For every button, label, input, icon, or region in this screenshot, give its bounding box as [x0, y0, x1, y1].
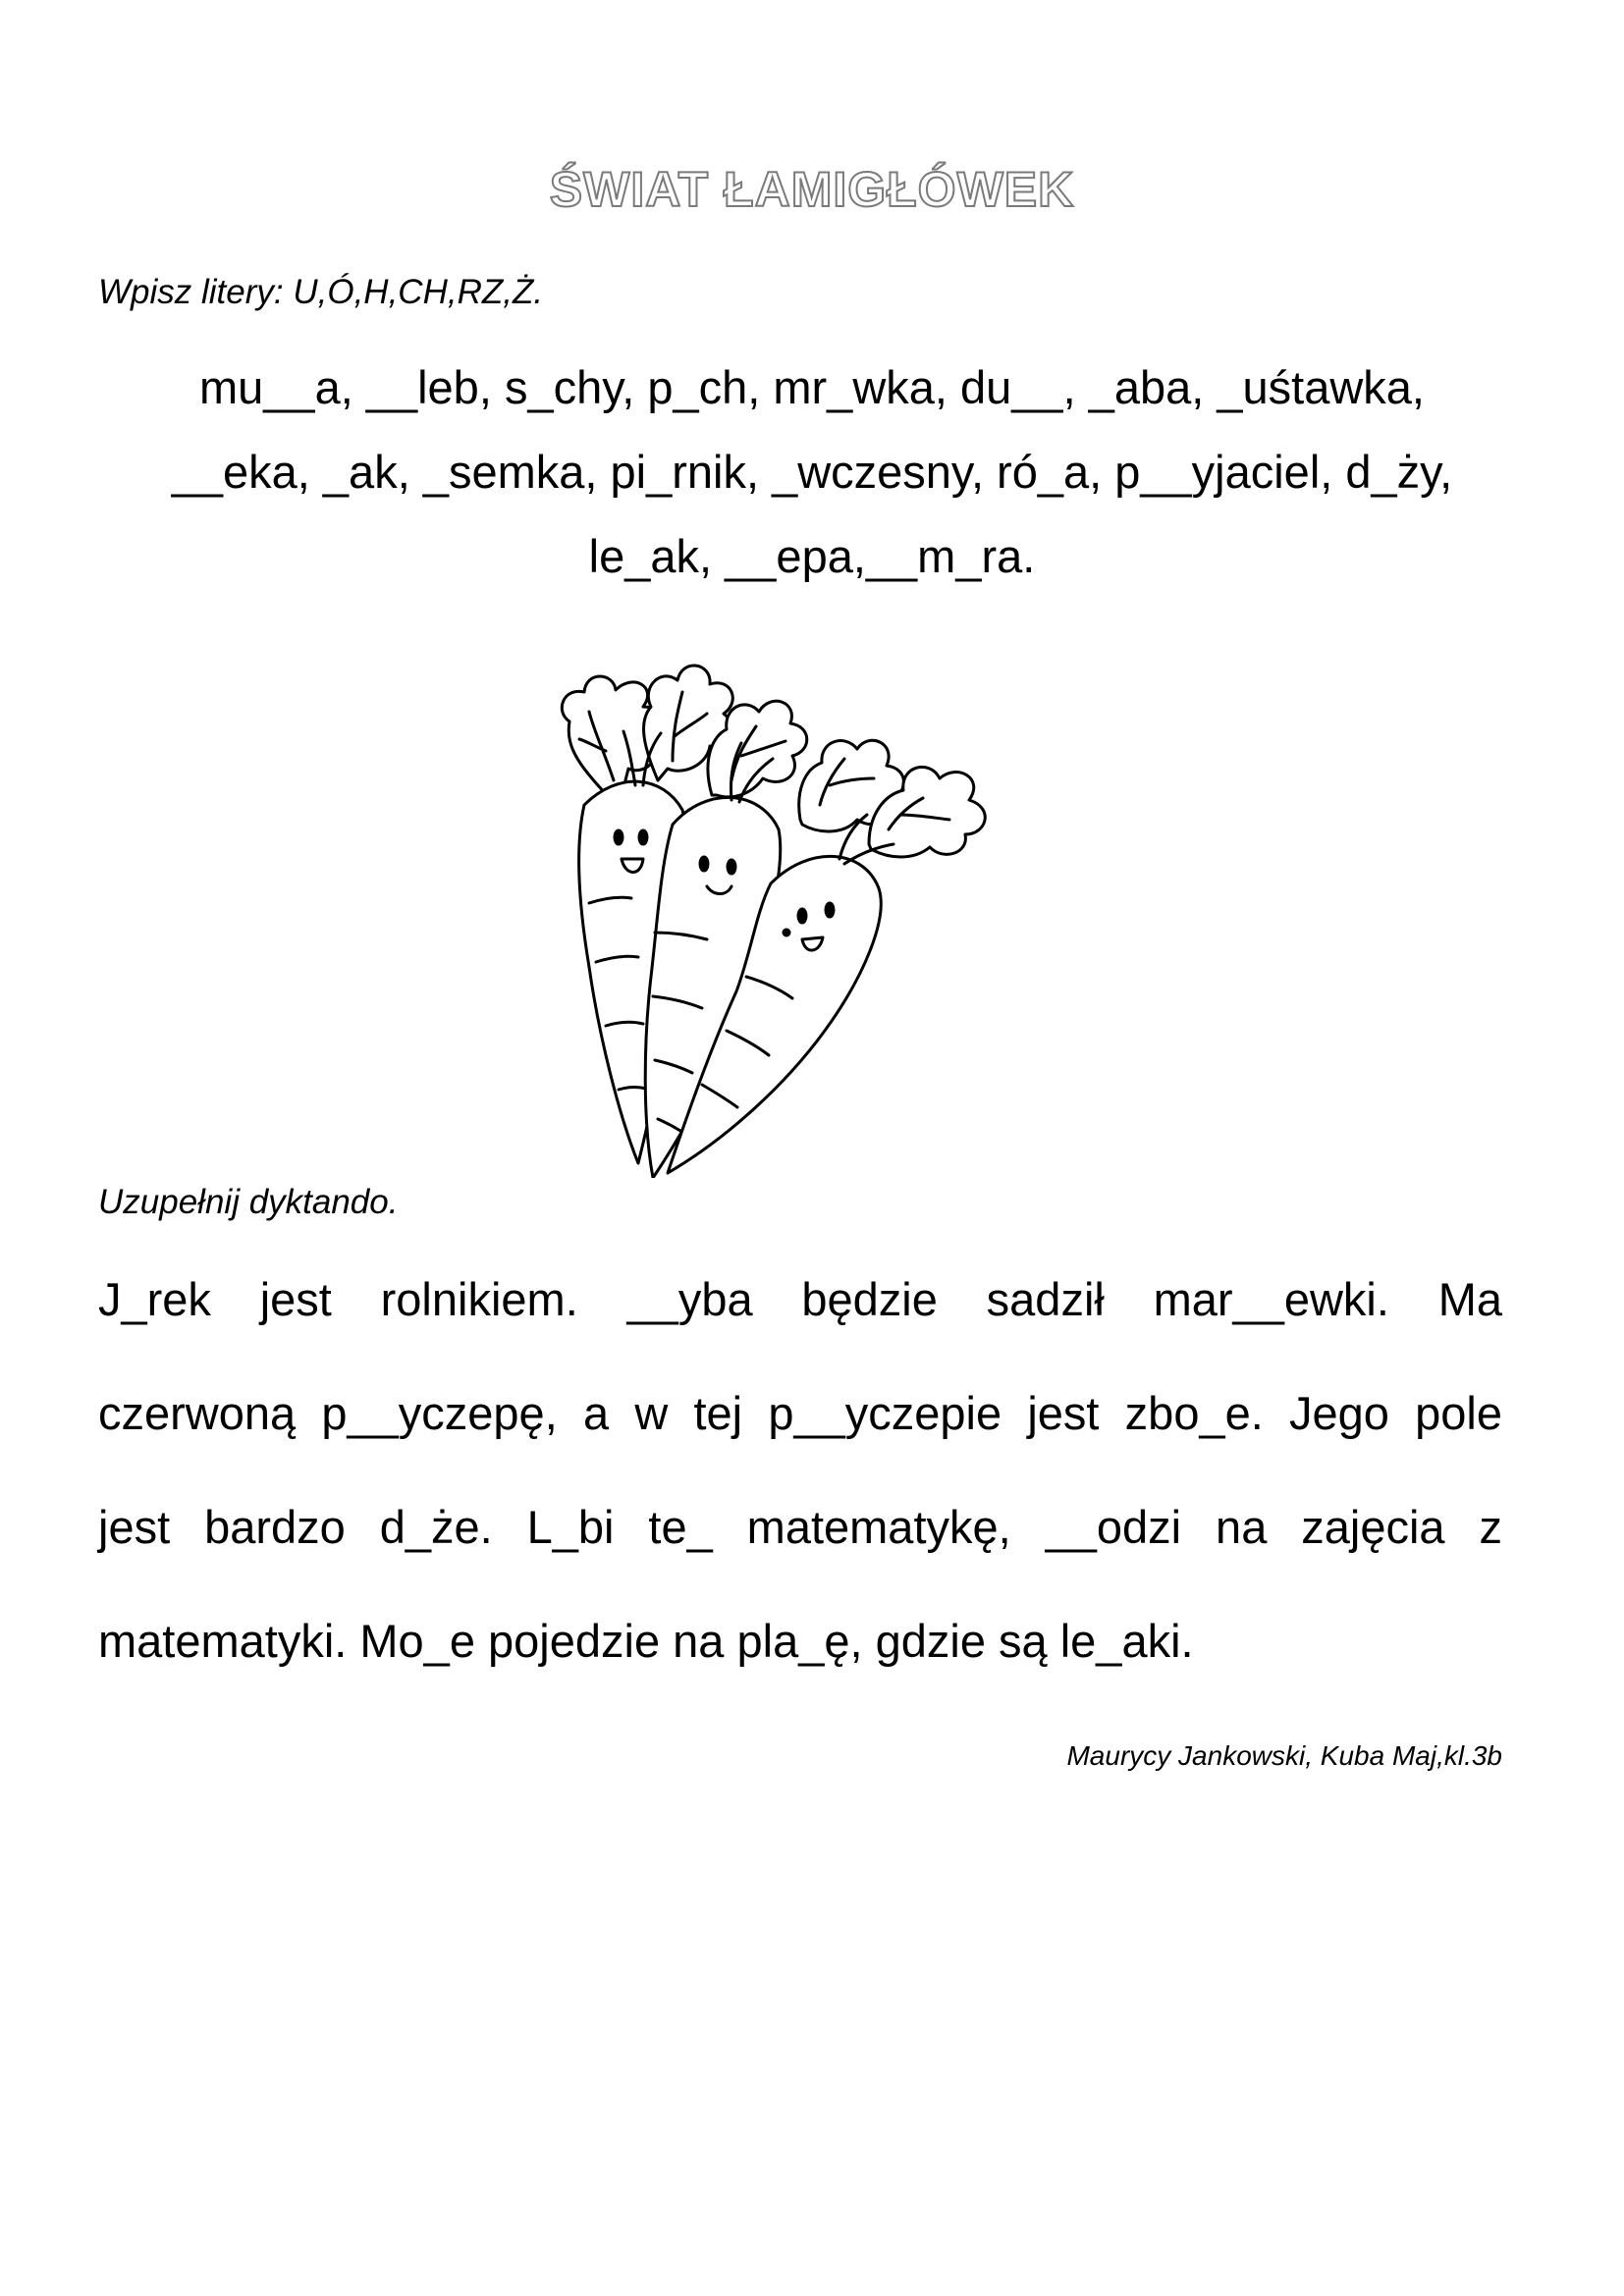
exercise2-instruction: Uzupełnij dyktando. — [98, 1183, 399, 1221]
dictation-line: jest bardzo d_że. L_bi te_ matematykę, __odzi na zajęcia z — [98, 1501, 1502, 1553]
word-line: mu__a, __leb, s_chy, p_ch, mr_wka, du__, _aba, _uśtawka, — [199, 361, 1425, 413]
exercise2-dictation — [98, 1243, 1502, 1698]
word-line: le_ak, __epa,__m_ra. — [588, 530, 1036, 582]
dictation-line: matematyki. Mo_e pojedzie na pla_ę, gdzie są le_aki. — [98, 1615, 1194, 1667]
page-title: ŚWIAT ŁAMIGŁÓWEK — [549, 162, 1075, 217]
dictation-line: czerwoną p__yczepę, a w tej p__yczepie jest zbo_e. Jego pole — [98, 1387, 1502, 1439]
exercise1-words — [79, 346, 1545, 599]
exercise1-instruction: Wpisz litery: U,Ó,H,CH,RZ,Ż. — [98, 273, 544, 311]
author-credit: Maurycy Jankowski, Kuba Maj,kl.3b — [1066, 1740, 1502, 1771]
carrots-illustration — [545, 653, 1036, 1178]
word-line: __eka, _ak, _semka, pi_rnik, _wczesny, ró_a, p__yjaciel, d_ży, — [171, 446, 1453, 498]
dictation-line: J_rek jest rolnikiem. __yba będzie sadził mar__ewki. Ma — [98, 1273, 1502, 1325]
